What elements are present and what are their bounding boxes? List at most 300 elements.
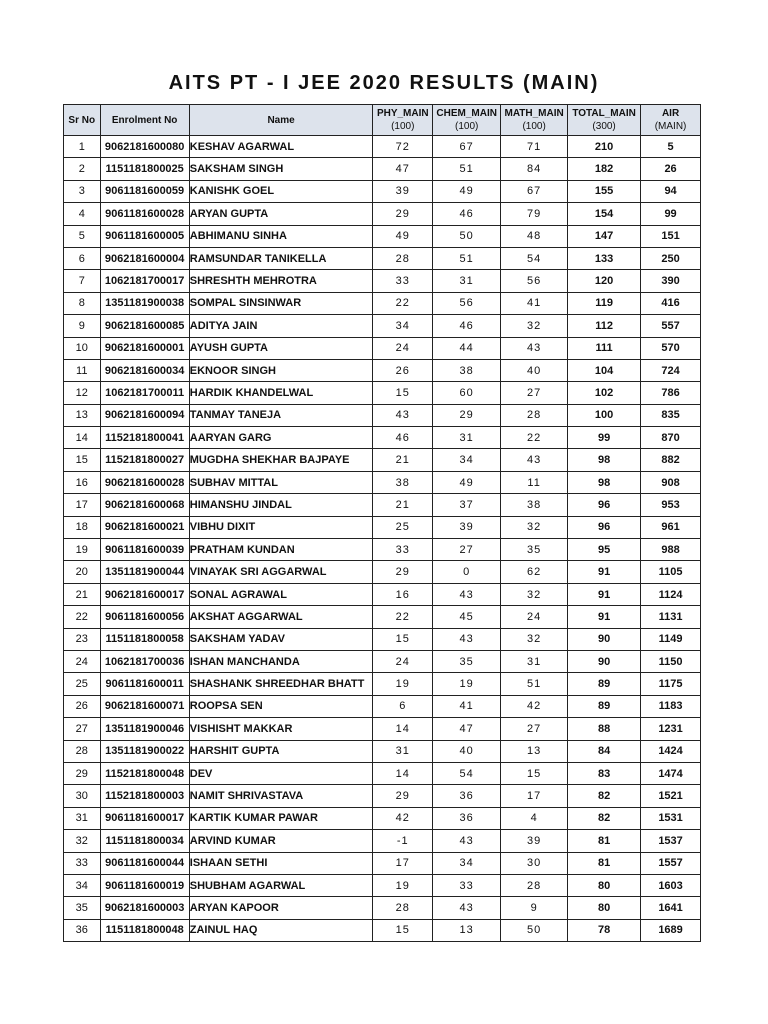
cell-phy: 16 xyxy=(373,583,433,605)
header-chem-max: (100) xyxy=(455,121,479,132)
cell-name: AYUSH GUPTA xyxy=(189,337,373,359)
cell-phy: 46 xyxy=(373,427,433,449)
cell-sr-no: 8 xyxy=(64,292,101,314)
cell-sr-no: 6 xyxy=(64,247,101,269)
cell-sr-no: 18 xyxy=(64,516,101,538)
cell-phy: 22 xyxy=(373,292,433,314)
cell-name: KARTIK KUMAR PAWAR xyxy=(189,807,373,829)
cell-total: 88 xyxy=(568,718,641,740)
table-row xyxy=(64,852,701,874)
cell-name: AARYAN GARG xyxy=(189,427,373,449)
cell-name: DEV xyxy=(189,762,373,784)
cell-total: 155 xyxy=(568,180,641,202)
cell-total: 98 xyxy=(568,449,641,471)
cell-phy: 15 xyxy=(373,919,433,941)
cell-name: ARVIND KUMAR xyxy=(189,830,373,852)
results-body xyxy=(64,136,701,942)
header-phy-label: PHY_MAIN xyxy=(376,108,429,119)
table-row xyxy=(64,136,701,158)
cell-enrolment-no: 9061181600039 xyxy=(100,539,189,561)
cell-name: ABHIMANU SINHA xyxy=(189,225,373,247)
table-row xyxy=(64,718,701,740)
cell-math: 32 xyxy=(501,583,568,605)
cell-air: 1150 xyxy=(641,650,701,672)
cell-air: 1537 xyxy=(641,830,701,852)
cell-phy: 17 xyxy=(373,852,433,874)
cell-chem: 67 xyxy=(433,136,501,158)
cell-chem: 43 xyxy=(433,583,501,605)
table-row xyxy=(64,919,701,941)
table-row xyxy=(64,673,701,695)
cell-enrolment-no: 1351181900046 xyxy=(100,718,189,740)
cell-air: 1105 xyxy=(641,561,701,583)
cell-name: SONAL AGRAWAL xyxy=(189,583,373,605)
cell-air: 953 xyxy=(641,494,701,516)
cell-name: SAKSHAM YADAV xyxy=(189,628,373,650)
header-air-label: AIR xyxy=(661,108,680,119)
cell-name: EKNOOR SINGH xyxy=(189,359,373,381)
cell-phy: 28 xyxy=(373,247,433,269)
cell-total: 89 xyxy=(568,695,641,717)
cell-chem: 35 xyxy=(433,650,501,672)
cell-name: SOMPAL SINSINWAR xyxy=(189,292,373,314)
cell-chem: 39 xyxy=(433,516,501,538)
cell-phy: 15 xyxy=(373,382,433,404)
cell-air: 1557 xyxy=(641,852,701,874)
cell-math: 22 xyxy=(501,427,568,449)
cell-sr-no: 15 xyxy=(64,449,101,471)
cell-chem: 43 xyxy=(433,830,501,852)
cell-math: 9 xyxy=(501,897,568,919)
header-total xyxy=(568,105,641,136)
cell-total: 119 xyxy=(568,292,641,314)
cell-math: 41 xyxy=(501,292,568,314)
cell-sr-no: 30 xyxy=(64,785,101,807)
cell-name: KANISHK GOEL xyxy=(189,180,373,202)
table-row xyxy=(64,762,701,784)
cell-total: 154 xyxy=(568,203,641,225)
table-row xyxy=(64,471,701,493)
cell-chem: 36 xyxy=(433,785,501,807)
table-row xyxy=(64,628,701,650)
table-row xyxy=(64,494,701,516)
cell-total: 91 xyxy=(568,606,641,628)
cell-math: 54 xyxy=(501,247,568,269)
cell-math: 13 xyxy=(501,740,568,762)
cell-name: TANMAY TANEJA xyxy=(189,404,373,426)
cell-name: ISHAAN SETHI xyxy=(189,852,373,874)
cell-sr-no: 2 xyxy=(64,158,101,180)
cell-air: 151 xyxy=(641,225,701,247)
header-phy-max: (100) xyxy=(391,121,415,132)
table-row xyxy=(64,695,701,717)
cell-phy: 29 xyxy=(373,203,433,225)
cell-name: SHUBHAM AGARWAL xyxy=(189,874,373,896)
cell-phy: 29 xyxy=(373,785,433,807)
cell-phy: 19 xyxy=(373,874,433,896)
cell-sr-no: 35 xyxy=(64,897,101,919)
table-row xyxy=(64,270,701,292)
cell-enrolment-no: 9062181600085 xyxy=(100,315,189,337)
cell-enrolment-no: 9061181600028 xyxy=(100,203,189,225)
cell-enrolment-no: 1351181900044 xyxy=(100,561,189,583)
cell-sr-no: 11 xyxy=(64,359,101,381)
cell-math: 24 xyxy=(501,606,568,628)
cell-sr-no: 34 xyxy=(64,874,101,896)
cell-sr-no: 26 xyxy=(64,695,101,717)
table-row xyxy=(64,180,701,202)
table-row xyxy=(64,606,701,628)
cell-name: ARYAN KAPOOR xyxy=(189,897,373,919)
cell-enrolment-no: 9061181600011 xyxy=(100,673,189,695)
cell-name: SHASHANK SHREEDHAR BHATT xyxy=(189,673,373,695)
cell-sr-no: 27 xyxy=(64,718,101,740)
cell-total: 104 xyxy=(568,359,641,381)
cell-enrolment-no: 9062181600021 xyxy=(100,516,189,538)
cell-sr-no: 36 xyxy=(64,919,101,941)
cell-chem: 29 xyxy=(433,404,501,426)
cell-air: 1131 xyxy=(641,606,701,628)
cell-total: 81 xyxy=(568,830,641,852)
cell-phy: 24 xyxy=(373,650,433,672)
cell-phy: 42 xyxy=(373,807,433,829)
cell-chem: 37 xyxy=(433,494,501,516)
cell-chem: 0 xyxy=(433,561,501,583)
table-row xyxy=(64,583,701,605)
cell-enrolment-no: 1062181700017 xyxy=(100,270,189,292)
cell-chem: 43 xyxy=(433,897,501,919)
table-row xyxy=(64,539,701,561)
cell-name: HARSHIT GUPTA xyxy=(189,740,373,762)
cell-name: HIMANSHU JINDAL xyxy=(189,494,373,516)
cell-enrolment-no: 9062181600094 xyxy=(100,404,189,426)
header-chem-label: CHEM_MAIN xyxy=(436,108,497,119)
cell-chem: 45 xyxy=(433,606,501,628)
cell-enrolment-no: 9062181600001 xyxy=(100,337,189,359)
cell-chem: 31 xyxy=(433,427,501,449)
cell-phy: 6 xyxy=(373,695,433,717)
cell-chem: 13 xyxy=(433,919,501,941)
cell-air: 882 xyxy=(641,449,701,471)
cell-name: SAKSHAM SINGH xyxy=(189,158,373,180)
cell-enrolment-no: 1152181800003 xyxy=(100,785,189,807)
cell-phy: 28 xyxy=(373,897,433,919)
cell-air: 99 xyxy=(641,203,701,225)
cell-name: ADITYA JAIN xyxy=(189,315,373,337)
cell-sr-no: 20 xyxy=(64,561,101,583)
cell-phy: 47 xyxy=(373,158,433,180)
cell-total: 82 xyxy=(568,807,641,829)
cell-total: 78 xyxy=(568,919,641,941)
cell-name: ROOPSA SEN xyxy=(189,695,373,717)
cell-math: 79 xyxy=(501,203,568,225)
cell-chem: 36 xyxy=(433,807,501,829)
cell-sr-no: 32 xyxy=(64,830,101,852)
cell-total: 96 xyxy=(568,494,641,516)
cell-math: 32 xyxy=(501,516,568,538)
cell-enrolment-no: 1151181800048 xyxy=(100,919,189,941)
cell-air: 786 xyxy=(641,382,701,404)
header-chem xyxy=(433,105,501,136)
cell-enrolment-no: 1151181800058 xyxy=(100,628,189,650)
cell-math: 43 xyxy=(501,449,568,471)
cell-total: 120 xyxy=(568,270,641,292)
cell-sr-no: 17 xyxy=(64,494,101,516)
cell-enrolment-no: 9062181600068 xyxy=(100,494,189,516)
cell-chem: 47 xyxy=(433,718,501,740)
cell-enrolment-no: 1062181700011 xyxy=(100,382,189,404)
cell-name: MUGDHA SHEKHAR BAJPAYE xyxy=(189,449,373,471)
header-math-label: MATH_MAIN xyxy=(504,108,564,119)
header-math-max: (100) xyxy=(522,121,546,132)
results-table xyxy=(63,104,701,942)
cell-enrolment-no: 1152181800048 xyxy=(100,762,189,784)
page-title: AITS PT - I JEE 2020 RESULTS (MAIN) xyxy=(168,72,600,94)
cell-enrolment-no: 9061181600044 xyxy=(100,852,189,874)
cell-math: 48 xyxy=(501,225,568,247)
cell-sr-no: 23 xyxy=(64,628,101,650)
cell-air: 1474 xyxy=(641,762,701,784)
cell-air: 1149 xyxy=(641,628,701,650)
cell-chem: 34 xyxy=(433,852,501,874)
cell-math: 39 xyxy=(501,830,568,852)
cell-phy: 21 xyxy=(373,494,433,516)
cell-chem: 38 xyxy=(433,359,501,381)
cell-sr-no: 12 xyxy=(64,382,101,404)
cell-total: 81 xyxy=(568,852,641,874)
cell-sr-no: 21 xyxy=(64,583,101,605)
cell-air: 870 xyxy=(641,427,701,449)
header-enrolment-no: Enrolment No xyxy=(100,105,189,136)
cell-phy: 34 xyxy=(373,315,433,337)
cell-phy: 21 xyxy=(373,449,433,471)
cell-math: 30 xyxy=(501,852,568,874)
cell-math: 31 xyxy=(501,650,568,672)
cell-sr-no: 19 xyxy=(64,539,101,561)
cell-phy: 39 xyxy=(373,180,433,202)
cell-sr-no: 10 xyxy=(64,337,101,359)
table-row xyxy=(64,897,701,919)
cell-sr-no: 33 xyxy=(64,852,101,874)
table-row xyxy=(64,785,701,807)
cell-math: 56 xyxy=(501,270,568,292)
cell-chem: 46 xyxy=(433,315,501,337)
cell-air: 416 xyxy=(641,292,701,314)
cell-math: 51 xyxy=(501,673,568,695)
header-name: Name xyxy=(189,105,373,136)
cell-math: 43 xyxy=(501,337,568,359)
cell-name: ARYAN GUPTA xyxy=(189,203,373,225)
cell-math: 11 xyxy=(501,471,568,493)
cell-math: 17 xyxy=(501,785,568,807)
cell-math: 27 xyxy=(501,382,568,404)
cell-name: NAMIT SHRIVASTAVA xyxy=(189,785,373,807)
cell-total: 82 xyxy=(568,785,641,807)
cell-phy: 22 xyxy=(373,606,433,628)
table-row xyxy=(64,561,701,583)
cell-total: 111 xyxy=(568,337,641,359)
cell-air: 94 xyxy=(641,180,701,202)
cell-air: 390 xyxy=(641,270,701,292)
cell-name: ZAINUL HAQ xyxy=(189,919,373,941)
cell-enrolment-no: 9061181600056 xyxy=(100,606,189,628)
cell-air: 1603 xyxy=(641,874,701,896)
cell-total: 112 xyxy=(568,315,641,337)
cell-enrolment-no: 1151181800034 xyxy=(100,830,189,852)
cell-chem: 54 xyxy=(433,762,501,784)
cell-chem: 56 xyxy=(433,292,501,314)
cell-math: 42 xyxy=(501,695,568,717)
cell-math: 50 xyxy=(501,919,568,941)
cell-total: 90 xyxy=(568,650,641,672)
table-row xyxy=(64,337,701,359)
cell-air: 1124 xyxy=(641,583,701,605)
table-row xyxy=(64,650,701,672)
cell-air: 1641 xyxy=(641,897,701,919)
cell-phy: 31 xyxy=(373,740,433,762)
cell-phy: 33 xyxy=(373,270,433,292)
cell-total: 98 xyxy=(568,471,641,493)
cell-chem: 31 xyxy=(433,270,501,292)
table-row xyxy=(64,449,701,471)
cell-total: 84 xyxy=(568,740,641,762)
cell-total: 96 xyxy=(568,516,641,538)
cell-math: 35 xyxy=(501,539,568,561)
cell-total: 95 xyxy=(568,539,641,561)
cell-enrolment-no: 1152181800041 xyxy=(100,427,189,449)
header-math xyxy=(501,105,568,136)
cell-sr-no: 4 xyxy=(64,203,101,225)
cell-name: SHRESHTH MEHROTRA xyxy=(189,270,373,292)
table-row xyxy=(64,874,701,896)
cell-chem: 43 xyxy=(433,628,501,650)
cell-phy: 19 xyxy=(373,673,433,695)
cell-name: VIBHU DIXIT xyxy=(189,516,373,538)
cell-name: VINAYAK SRI AGGARWAL xyxy=(189,561,373,583)
table-row xyxy=(64,516,701,538)
header-air xyxy=(641,105,701,136)
cell-enrolment-no: 9062181600071 xyxy=(100,695,189,717)
cell-chem: 50 xyxy=(433,225,501,247)
table-row xyxy=(64,203,701,225)
table-row xyxy=(64,382,701,404)
cell-math: 4 xyxy=(501,807,568,829)
table-header-row xyxy=(64,105,701,136)
cell-phy: 24 xyxy=(373,337,433,359)
cell-math: 71 xyxy=(501,136,568,158)
cell-phy: -1 xyxy=(373,830,433,852)
cell-air: 1689 xyxy=(641,919,701,941)
table-row xyxy=(64,315,701,337)
table-row xyxy=(64,807,701,829)
cell-math: 67 xyxy=(501,180,568,202)
cell-phy: 72 xyxy=(373,136,433,158)
cell-air: 557 xyxy=(641,315,701,337)
cell-phy: 14 xyxy=(373,762,433,784)
cell-total: 80 xyxy=(568,874,641,896)
cell-math: 32 xyxy=(501,315,568,337)
table-row xyxy=(64,247,701,269)
cell-chem: 49 xyxy=(433,471,501,493)
cell-sr-no: 16 xyxy=(64,471,101,493)
cell-phy: 49 xyxy=(373,225,433,247)
cell-air: 724 xyxy=(641,359,701,381)
cell-air: 835 xyxy=(641,404,701,426)
cell-chem: 49 xyxy=(433,180,501,202)
cell-air: 250 xyxy=(641,247,701,269)
table-row xyxy=(64,404,701,426)
cell-sr-no: 14 xyxy=(64,427,101,449)
cell-sr-no: 3 xyxy=(64,180,101,202)
cell-name: SUBHAV MITTAL xyxy=(189,471,373,493)
cell-sr-no: 29 xyxy=(64,762,101,784)
cell-sr-no: 9 xyxy=(64,315,101,337)
cell-total: 80 xyxy=(568,897,641,919)
cell-air: 1175 xyxy=(641,673,701,695)
cell-enrolment-no: 9061181600017 xyxy=(100,807,189,829)
cell-math: 27 xyxy=(501,718,568,740)
cell-math: 84 xyxy=(501,158,568,180)
table-row xyxy=(64,359,701,381)
cell-name: PRATHAM KUNDAN xyxy=(189,539,373,561)
header-total-max: (300) xyxy=(592,121,616,132)
cell-air: 988 xyxy=(641,539,701,561)
header-total-label: TOTAL_MAIN xyxy=(572,108,636,119)
cell-total: 147 xyxy=(568,225,641,247)
cell-sr-no: 25 xyxy=(64,673,101,695)
cell-air: 1231 xyxy=(641,718,701,740)
cell-enrolment-no: 9062181600004 xyxy=(100,247,189,269)
cell-name: KESHAV AGARWAL xyxy=(189,136,373,158)
cell-total: 99 xyxy=(568,427,641,449)
table-row xyxy=(64,158,701,180)
cell-chem: 27 xyxy=(433,539,501,561)
table-row xyxy=(64,225,701,247)
cell-air: 1183 xyxy=(641,695,701,717)
cell-math: 40 xyxy=(501,359,568,381)
cell-total: 83 xyxy=(568,762,641,784)
cell-enrolment-no: 9062181600003 xyxy=(100,897,189,919)
cell-phy: 33 xyxy=(373,539,433,561)
cell-enrolment-no: 9062181600034 xyxy=(100,359,189,381)
cell-enrolment-no: 9062181600017 xyxy=(100,583,189,605)
cell-enrolment-no: 9062181600080 xyxy=(100,136,189,158)
table-row xyxy=(64,292,701,314)
cell-name: VISHISHT MAKKAR xyxy=(189,718,373,740)
cell-chem: 51 xyxy=(433,158,501,180)
cell-math: 28 xyxy=(501,874,568,896)
cell-phy: 25 xyxy=(373,516,433,538)
cell-chem: 34 xyxy=(433,449,501,471)
cell-chem: 41 xyxy=(433,695,501,717)
cell-enrolment-no: 9061181600005 xyxy=(100,225,189,247)
cell-name: ISHAN MANCHANDA xyxy=(189,650,373,672)
cell-chem: 60 xyxy=(433,382,501,404)
table-row xyxy=(64,427,701,449)
cell-chem: 46 xyxy=(433,203,501,225)
cell-total: 100 xyxy=(568,404,641,426)
cell-total: 91 xyxy=(568,583,641,605)
cell-chem: 44 xyxy=(433,337,501,359)
cell-air: 1424 xyxy=(641,740,701,762)
cell-sr-no: 7 xyxy=(64,270,101,292)
cell-phy: 38 xyxy=(373,471,433,493)
cell-total: 91 xyxy=(568,561,641,583)
cell-air: 26 xyxy=(641,158,701,180)
header-phy xyxy=(373,105,433,136)
header-air-sub: (MAIN) xyxy=(654,121,687,132)
cell-total: 133 xyxy=(568,247,641,269)
